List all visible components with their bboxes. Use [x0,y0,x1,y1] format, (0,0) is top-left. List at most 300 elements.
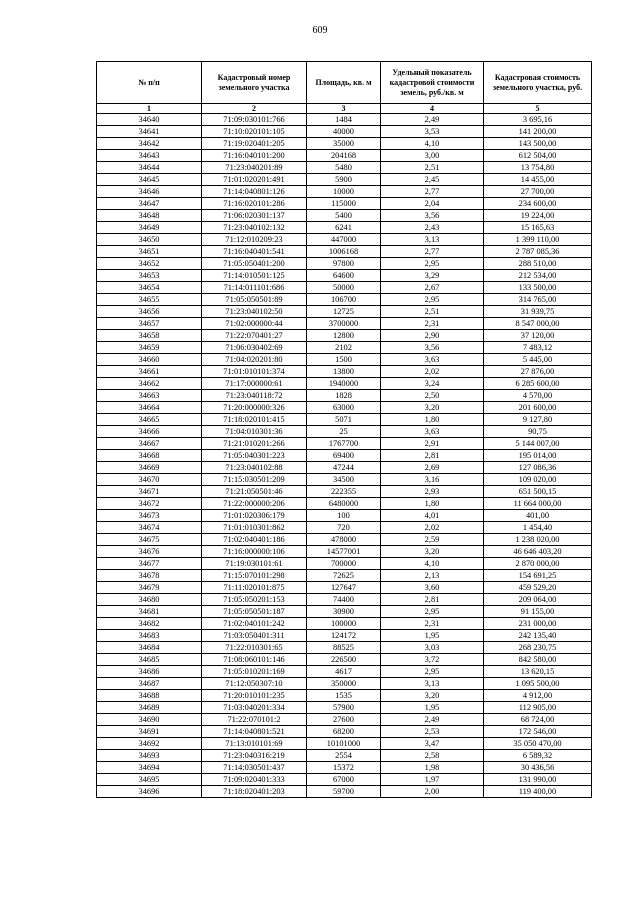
cell-specific-value: 3,63 [381,426,484,438]
cell-specific-value: 2,00 [381,786,484,798]
cell-specific-value: 2,95 [381,666,484,678]
cell-cadastral-value: 842 580,00 [484,654,592,666]
cell-area: 100 [307,510,381,522]
cell-row-number: 34665 [97,414,202,426]
cell-row-number: 34649 [97,222,202,234]
cell-area: 5071 [307,414,381,426]
cell-cadastral-value: 112 905,00 [484,702,592,714]
cell-specific-value: 2,13 [381,570,484,582]
cell-cadastral-number: 71:22:070101:2 [202,714,307,726]
cell-area: 64600 [307,270,381,282]
table-row [97,246,592,258]
table-row [97,294,592,306]
table-row [97,378,592,390]
cell-cadastral-value: 459 529,20 [484,582,592,594]
table-row [97,618,592,630]
cell-specific-value: 2,49 [381,114,484,126]
header-cadastral-number: Кадастровый номер земельного участка [202,62,307,104]
cell-cadastral-value: 8 547 000,00 [484,318,592,330]
cell-cadastral-number: 71:20:010101:235 [202,690,307,702]
cell-cadastral-value: 4 570,00 [484,390,592,402]
cell-cadastral-value: 212 534,00 [484,270,592,282]
cell-specific-value: 3,20 [381,402,484,414]
cell-cadastral-number: 71:14:040801:126 [202,186,307,198]
cell-cadastral-number: 71:14:011101:686 [202,282,307,294]
cell-cadastral-number: 71:05:050401:200 [202,258,307,270]
cell-cadastral-value: 2 870 000,00 [484,558,592,570]
cell-specific-value: 3,63 [381,354,484,366]
cell-row-number: 34682 [97,618,202,630]
table-header-row [97,62,592,104]
cell-area: 5480 [307,162,381,174]
cell-cadastral-value: 68 724,00 [484,714,592,726]
cell-cadastral-value: 90,75 [484,426,592,438]
cell-row-number: 34689 [97,702,202,714]
table-row [97,630,592,642]
cell-row-number: 34694 [97,762,202,774]
cell-cadastral-value: 1 399 110,00 [484,234,592,246]
cell-cadastral-number: 71:13:010101:69 [202,738,307,750]
cell-row-number: 34640 [97,114,202,126]
table-row [97,738,592,750]
cell-cadastral-number: 71:03:040201:334 [202,702,307,714]
cell-row-number: 34646 [97,186,202,198]
table-row [97,126,592,138]
table-row [97,402,592,414]
cell-area: 1500 [307,354,381,366]
table-row [97,150,592,162]
cell-cadastral-number: 71:14:010501:125 [202,270,307,282]
cell-specific-value: 2,04 [381,198,484,210]
table-row [97,210,592,222]
table-row [97,582,592,594]
cell-area: 204168 [307,150,381,162]
cell-cadastral-value: 6 285 600,00 [484,378,592,390]
cell-area: 30900 [307,606,381,618]
cell-cadastral-value: 5 144 007,00 [484,438,592,450]
cell-cadastral-number: 71:18:020101:415 [202,414,307,426]
cell-row-number: 34657 [97,318,202,330]
cell-row-number: 34670 [97,474,202,486]
cell-cadastral-value: 2 787 085,36 [484,246,592,258]
table-row [97,750,592,762]
table-row [97,474,592,486]
table-row [97,774,592,786]
cell-row-number: 34669 [97,462,202,474]
cell-row-number: 34683 [97,630,202,642]
table-row [97,330,592,342]
cell-cadastral-number: 71:05:010201:169 [202,666,307,678]
cell-row-number: 34664 [97,402,202,414]
cell-specific-value: 3,60 [381,582,484,594]
table-row [97,486,592,498]
cell-cadastral-number: 71:02:040101:242 [202,618,307,630]
header-area: Площадь, кв. м [307,62,381,104]
table-row [97,606,592,618]
cell-area: 1767700 [307,438,381,450]
cell-cadastral-number: 71:20:000000:326 [202,402,307,414]
cell-area: 69400 [307,450,381,462]
table-row [97,222,592,234]
table-row [97,510,592,522]
cell-area: 1828 [307,390,381,402]
column-index: 5 [484,104,592,114]
cell-area: 720 [307,522,381,534]
cell-specific-value: 3,53 [381,126,484,138]
cell-area: 47244 [307,462,381,474]
cell-cadastral-number: 71:14:040801:521 [202,726,307,738]
cell-row-number: 34690 [97,714,202,726]
cell-cadastral-number: 71:17:000000:61 [202,378,307,390]
cell-area: 1940000 [307,378,381,390]
cell-area: 1535 [307,690,381,702]
table-row [97,426,592,438]
cell-cadastral-value: 133 500,00 [484,282,592,294]
cell-row-number: 34679 [97,582,202,594]
cell-area: 12800 [307,330,381,342]
cell-specific-value: 2,51 [381,162,484,174]
cell-row-number: 34687 [97,678,202,690]
cell-cadastral-number: 71:23:040102:50 [202,306,307,318]
table-row [97,234,592,246]
table-row [97,270,592,282]
table-row [97,450,592,462]
cell-specific-value: 2,95 [381,606,484,618]
cell-specific-value: 1,80 [381,414,484,426]
cell-specific-value: 2,67 [381,282,484,294]
cell-specific-value: 3,13 [381,234,484,246]
cell-cadastral-number: 71:14:030501:437 [202,762,307,774]
cell-row-number: 34655 [97,294,202,306]
cell-specific-value: 2,31 [381,318,484,330]
cell-specific-value: 3,13 [381,678,484,690]
cell-row-number: 34648 [97,210,202,222]
cell-cadastral-value: 30 436,56 [484,762,592,774]
cell-cadastral-value: 14 455,00 [484,174,592,186]
table-row [97,546,592,558]
cell-area: 12725 [307,306,381,318]
cell-specific-value: 2,81 [381,450,484,462]
page-number: 609 [312,25,328,36]
cell-area: 2554 [307,750,381,762]
cell-cadastral-value: 612 504,00 [484,150,592,162]
table-row [97,690,592,702]
cell-specific-value: 2,31 [381,618,484,630]
cell-cadastral-value: 5 445,00 [484,354,592,366]
cell-area: 74400 [307,594,381,606]
cell-specific-value: 2,49 [381,714,484,726]
cell-cadastral-value: 31 939,75 [484,306,592,318]
cell-cadastral-number: 71:19:020401:205 [202,138,307,150]
cell-row-number: 34684 [97,642,202,654]
cell-cadastral-number: 71:22:070401:27 [202,330,307,342]
column-index: 4 [381,104,484,114]
cell-row-number: 34688 [97,690,202,702]
cell-row-number: 34661 [97,366,202,378]
cell-area: 97800 [307,258,381,270]
cell-area: 50000 [307,282,381,294]
table-body [97,114,592,798]
cell-cadastral-number: 71:16:040401:541 [202,246,307,258]
cell-row-number: 34650 [97,234,202,246]
cell-cadastral-number: 71:23:040102:132 [202,222,307,234]
cell-row-number: 34673 [97,510,202,522]
cell-cadastral-value: 13 754,80 [484,162,592,174]
table-row [97,306,592,318]
cell-area: 106700 [307,294,381,306]
cell-area: 68200 [307,726,381,738]
cell-row-number: 34686 [97,666,202,678]
cell-specific-value: 2,81 [381,594,484,606]
cell-specific-value: 3,00 [381,150,484,162]
cell-cadastral-value: 209 064,00 [484,594,592,606]
table-row [97,114,592,126]
cell-cadastral-value: 172 546,00 [484,726,592,738]
column-index: 1 [97,104,202,114]
cell-row-number: 34647 [97,198,202,210]
cell-specific-value: 2,53 [381,726,484,738]
cell-specific-value: 2,95 [381,294,484,306]
cell-area: 1484 [307,114,381,126]
cell-row-number: 34693 [97,750,202,762]
table-row [97,654,592,666]
table-row [97,138,592,150]
cell-specific-value: 1,80 [381,498,484,510]
cell-cadastral-value: 651 500,15 [484,486,592,498]
cell-row-number: 34663 [97,390,202,402]
cell-cadastral-number: 71:01:010301:862 [202,522,307,534]
cell-specific-value: 2,45 [381,174,484,186]
cell-specific-value: 3,03 [381,642,484,654]
cell-cadastral-number: 71:04:010301:36 [202,426,307,438]
cell-specific-value: 2,93 [381,486,484,498]
cell-specific-value: 3,47 [381,738,484,750]
cell-cadastral-value: 201 600,00 [484,402,592,414]
cell-area: 447000 [307,234,381,246]
cell-area: 478000 [307,534,381,546]
cell-cadastral-number: 71:09:020401:333 [202,774,307,786]
cell-cadastral-number: 71:15:070101:298 [202,570,307,582]
cell-cadastral-value: 141 200,00 [484,126,592,138]
cell-cadastral-value: 13 620,15 [484,666,592,678]
cell-cadastral-value: 27 700,00 [484,186,592,198]
cell-area: 57900 [307,702,381,714]
table-row [97,534,592,546]
cell-specific-value: 2,77 [381,186,484,198]
cell-cadastral-number: 71:12:010209:23 [202,234,307,246]
cell-cadastral-number: 71:18:020401:203 [202,786,307,798]
cell-specific-value: 3,20 [381,690,484,702]
cell-row-number: 34676 [97,546,202,558]
cell-row-number: 34695 [97,774,202,786]
cell-specific-value: 3,56 [381,210,484,222]
cell-row-number: 34658 [97,330,202,342]
table-row [97,186,592,198]
cell-cadastral-value: 4 912,00 [484,690,592,702]
cell-cadastral-value: 27 876,00 [484,366,592,378]
cell-cadastral-value: 154 691,25 [484,570,592,582]
table-row [97,414,592,426]
cell-row-number: 34654 [97,282,202,294]
cell-area: 72625 [307,570,381,582]
cell-row-number: 34643 [97,150,202,162]
table-row [97,678,592,690]
cell-cadastral-number: 71:16:020101:286 [202,198,307,210]
cell-specific-value: 4,10 [381,138,484,150]
table-row [97,558,592,570]
header-row-number: № п/п [97,62,202,104]
cell-cadastral-number: 71:11:020101:875 [202,582,307,594]
table-row [97,438,592,450]
cell-specific-value: 4,10 [381,558,484,570]
cell-cadastral-value: 119 400,00 [484,786,592,798]
cell-cadastral-value: 1 095 500,00 [484,678,592,690]
cell-cadastral-number: 71:21:010201:266 [202,438,307,450]
cell-cadastral-value: 314 765,00 [484,294,592,306]
cell-cadastral-number: 71:09:030101:766 [202,114,307,126]
cell-cadastral-number: 71:16:000000:106 [202,546,307,558]
cell-area: 350000 [307,678,381,690]
table-row [97,522,592,534]
cell-row-number: 34685 [97,654,202,666]
cell-cadastral-value: 127 086,36 [484,462,592,474]
cell-cadastral-number: 71:06:020301:137 [202,210,307,222]
header-cadastral-value: Кадастровая стоимость земельного участка, руб. [484,62,592,104]
cell-area: 10101000 [307,738,381,750]
cell-area: 40000 [307,126,381,138]
cell-specific-value: 2,43 [381,222,484,234]
cell-cadastral-value: 288 510,00 [484,258,592,270]
cell-row-number: 34641 [97,126,202,138]
cell-specific-value: 2,59 [381,534,484,546]
cell-area: 6241 [307,222,381,234]
column-index-row [97,104,592,114]
cell-row-number: 34692 [97,738,202,750]
cell-cadastral-number: 71:23:040102:88 [202,462,307,474]
cell-area: 222355 [307,486,381,498]
cell-cadastral-number: 71:10:020101:105 [202,126,307,138]
cell-row-number: 34668 [97,450,202,462]
table-row [97,282,592,294]
cell-cadastral-value: 7 483,12 [484,342,592,354]
table-row [97,666,592,678]
cell-specific-value: 2,91 [381,438,484,450]
cell-row-number: 34660 [97,354,202,366]
table-row [97,786,592,798]
cell-row-number: 34678 [97,570,202,582]
cell-cadastral-number: 71:02:000000:44 [202,318,307,330]
cell-cadastral-number: 71:21:050501:46 [202,486,307,498]
cell-specific-value: 1,97 [381,774,484,786]
cell-row-number: 34651 [97,246,202,258]
table-row [97,726,592,738]
cell-specific-value: 2,58 [381,750,484,762]
cell-specific-value: 4,01 [381,510,484,522]
table-row [97,342,592,354]
table-row [97,462,592,474]
cell-specific-value: 3,20 [381,546,484,558]
cell-area: 5400 [307,210,381,222]
cell-cadastral-number: 71:19:030101:61 [202,558,307,570]
cell-cadastral-number: 71:01:020306:179 [202,510,307,522]
cell-cadastral-value: 195 014,00 [484,450,592,462]
cell-cadastral-number: 71:05:050501:89 [202,294,307,306]
cell-cadastral-value: 19 224,00 [484,210,592,222]
cell-cadastral-number: 71:22:000000:206 [202,498,307,510]
cell-area: 127647 [307,582,381,594]
cell-specific-value: 2,90 [381,330,484,342]
cell-area: 2102 [307,342,381,354]
cell-specific-value: 2,02 [381,522,484,534]
cell-cadastral-value: 35 050 470,00 [484,738,592,750]
cell-row-number: 34691 [97,726,202,738]
cell-cadastral-value: 37 120,00 [484,330,592,342]
table-row [97,162,592,174]
table-row [97,354,592,366]
cell-specific-value: 1,95 [381,630,484,642]
table-row [97,714,592,726]
cell-specific-value: 3,16 [381,474,484,486]
cell-row-number: 34666 [97,426,202,438]
cell-cadastral-value: 1 454,40 [484,522,592,534]
table-row [97,258,592,270]
cell-area: 34500 [307,474,381,486]
cell-area: 700000 [307,558,381,570]
cell-area: 10000 [307,186,381,198]
cell-area: 226500 [307,654,381,666]
table-row [97,762,592,774]
cell-area: 35000 [307,138,381,150]
cadastral-value-table [96,61,592,798]
cell-cadastral-number: 71:22:010301:65 [202,642,307,654]
cell-row-number: 34667 [97,438,202,450]
table-row [97,174,592,186]
cell-area: 13800 [307,366,381,378]
cell-specific-value: 2,95 [381,258,484,270]
cell-row-number: 34645 [97,174,202,186]
column-index: 2 [202,104,307,114]
cell-cadastral-value: 131 990,00 [484,774,592,786]
cell-specific-value: 3,29 [381,270,484,282]
cell-cadastral-value: 401,00 [484,510,592,522]
cell-cadastral-value: 9 127,80 [484,414,592,426]
cell-area: 63000 [307,402,381,414]
cell-row-number: 34696 [97,786,202,798]
cell-specific-value: 2,02 [381,366,484,378]
table-row [97,198,592,210]
cell-row-number: 34642 [97,138,202,150]
cell-specific-value: 3,24 [381,378,484,390]
cell-area: 4617 [307,666,381,678]
header-specific-value: Удельный показатель кадастровой стоимости земель, руб./кв. м [381,62,484,104]
cell-area: 14577001 [307,546,381,558]
cell-area: 100000 [307,618,381,630]
cell-cadastral-number: 71:02:040401:186 [202,534,307,546]
cell-cadastral-value: 268 230,75 [484,642,592,654]
cell-row-number: 34652 [97,258,202,270]
cell-specific-value: 1,98 [381,762,484,774]
cell-specific-value: 3,56 [381,342,484,354]
cell-cadastral-number: 71:23:040201:89 [202,162,307,174]
cell-specific-value: 3,72 [381,654,484,666]
cell-area: 124172 [307,630,381,642]
cell-row-number: 34674 [97,522,202,534]
cell-area: 25 [307,426,381,438]
cell-cadastral-value: 6 589,32 [484,750,592,762]
cell-row-number: 34672 [97,498,202,510]
cell-row-number: 34671 [97,486,202,498]
cell-cadastral-number: 71:05:050201:153 [202,594,307,606]
